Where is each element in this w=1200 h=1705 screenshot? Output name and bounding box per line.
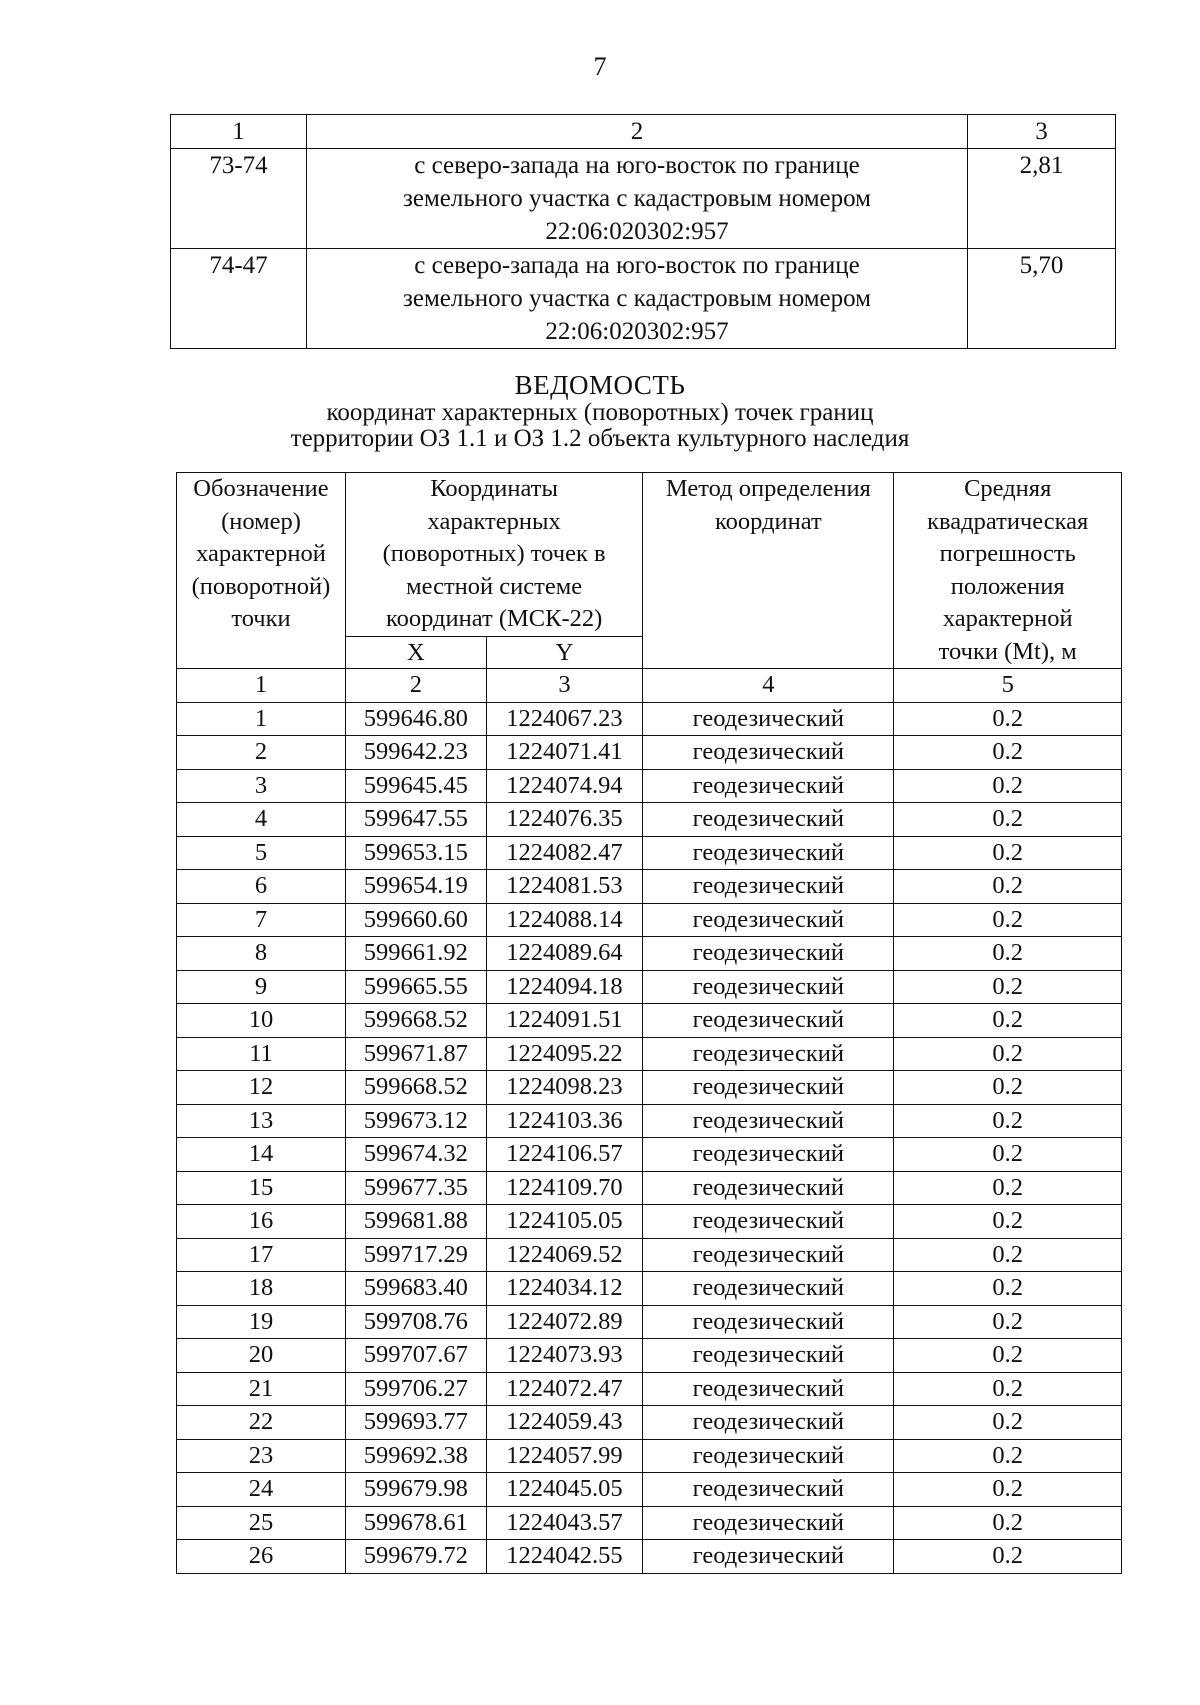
y-coordinate-cell: 1224081.53 [486, 870, 643, 904]
description-cell [307, 149, 968, 249]
point-number-cell: 18 [177, 1272, 346, 1306]
x-coordinate-cell: 599692.38 [345, 1439, 486, 1473]
description-line: с северо-запада на юго-восток по границе [414, 152, 860, 179]
header-method [643, 473, 894, 669]
y-coordinate-cell: 1224095.22 [486, 1037, 643, 1071]
point-number-cell: 25 [177, 1506, 346, 1540]
point-number-cell: 15 [177, 1171, 346, 1205]
header-y: Y [486, 636, 643, 668]
y-coordinate-cell: 1224074.94 [486, 769, 643, 803]
point-number-cell: 6 [177, 870, 346, 904]
error-cell: 0.2 [894, 1372, 1122, 1406]
y-coordinate-cell: 1224042.55 [486, 1540, 643, 1574]
x-coordinate-cell: 599654.19 [345, 870, 486, 904]
header-line: точки [231, 605, 291, 632]
statement-title-block [0, 370, 1200, 452]
error-cell: 0.2 [894, 1205, 1122, 1239]
y-coordinate-cell: 1224076.35 [486, 803, 643, 837]
method-cell: геодезический [643, 803, 894, 837]
point-number-cell: 11 [177, 1037, 346, 1071]
y-coordinate-cell: 1224103.36 [486, 1104, 643, 1138]
boundary-table-row [171, 249, 1116, 349]
header-x: X [345, 636, 486, 668]
boundary-table-row [171, 149, 1116, 249]
error-cell: 0.2 [894, 1104, 1122, 1138]
header-error [894, 473, 1122, 669]
point-number-cell: 24 [177, 1473, 346, 1507]
error-cell: 0.2 [894, 1473, 1122, 1507]
table-row [177, 870, 1122, 904]
x-coordinate-cell: 599660.60 [345, 903, 486, 937]
y-coordinate-cell: 1224089.64 [486, 937, 643, 971]
method-cell: геодезический [643, 1506, 894, 1540]
y-coordinate-cell: 1224094.18 [486, 970, 643, 1004]
table-row [177, 1205, 1122, 1239]
x-coordinate-cell: 599661.92 [345, 937, 486, 971]
header-line: положения [950, 572, 1065, 600]
error-cell: 0.2 [894, 1138, 1122, 1172]
point-number-cell: 12 [177, 1071, 346, 1105]
y-coordinate-cell: 1224073.93 [486, 1339, 643, 1373]
error-cell: 0.2 [894, 1439, 1122, 1473]
column-numbers-row [177, 669, 1122, 703]
x-coordinate-cell: 599706.27 [345, 1372, 486, 1406]
method-cell: геодезический [643, 1305, 894, 1339]
table-row [177, 1473, 1122, 1507]
error-cell: 0.2 [894, 1406, 1122, 1440]
column-number-cell: 1 [171, 115, 307, 149]
boundary-table [170, 114, 1116, 349]
header-line: координат [714, 507, 822, 535]
method-cell: геодезический [643, 1037, 894, 1071]
column-number-cell: 2 [307, 115, 968, 149]
error-cell: 0.2 [894, 1071, 1122, 1105]
table-row [177, 1272, 1122, 1306]
point-number-cell: 13 [177, 1104, 346, 1138]
method-cell: геодезический [643, 1205, 894, 1239]
table-row [177, 970, 1122, 1004]
header-line: характерной [196, 540, 326, 567]
method-cell: геодезический [643, 1473, 894, 1507]
error-cell: 0.2 [894, 937, 1122, 971]
point-number-cell: 14 [177, 1138, 346, 1172]
length-cell: 2,81 [968, 149, 1116, 249]
point-number-cell: 1 [177, 702, 346, 736]
error-cell: 0.2 [894, 903, 1122, 937]
y-coordinate-cell: 1224067.23 [486, 702, 643, 736]
x-coordinate-cell: 599653.15 [345, 836, 486, 870]
method-cell: геодезический [643, 1004, 894, 1038]
x-coordinate-cell: 599679.72 [345, 1540, 486, 1574]
x-coordinate-cell: 599668.52 [345, 1071, 486, 1105]
method-cell: геодезический [643, 970, 894, 1004]
page-number: 7 [593, 52, 607, 81]
column-number-cell: 2 [345, 669, 486, 703]
description-line: земельного участка с кадастровым номером [402, 285, 872, 312]
x-coordinate-cell: 599673.12 [345, 1104, 486, 1138]
table-row [177, 937, 1122, 971]
header-coordinates [345, 473, 642, 637]
header-line: местной системе [406, 572, 583, 600]
table-row [177, 1372, 1122, 1406]
method-cell: геодезический [643, 1406, 894, 1440]
table-row [177, 903, 1122, 937]
x-coordinate-cell: 599681.88 [345, 1205, 486, 1239]
point-number-cell: 5 [177, 836, 346, 870]
point-number-cell: 22 [177, 1406, 346, 1440]
point-number-cell: 10 [177, 1004, 346, 1038]
header-line: Метод определения [665, 475, 871, 502]
y-coordinate-cell: 1224072.89 [486, 1305, 643, 1339]
table-row [177, 1305, 1122, 1339]
method-cell: геодезический [643, 1540, 894, 1574]
method-cell: геодезический [643, 836, 894, 870]
method-cell: геодезический [643, 769, 894, 803]
x-coordinate-cell: 599679.98 [345, 1473, 486, 1507]
point-number-cell: 21 [177, 1372, 346, 1406]
y-coordinate-cell: 1224109.70 [486, 1171, 643, 1205]
table-row [177, 1171, 1122, 1205]
x-coordinate-cell: 599671.87 [345, 1037, 486, 1071]
table-row [177, 1506, 1122, 1540]
method-cell: геодезический [643, 903, 894, 937]
point-number-cell: 2 [177, 736, 346, 770]
table-row [177, 1104, 1122, 1138]
x-coordinate-cell: 599683.40 [345, 1272, 486, 1306]
header-line: квадратическая [927, 507, 1089, 535]
header-line: координат (МСК-22) [385, 605, 603, 632]
header-line: точки (Mt), м [938, 637, 1077, 665]
x-coordinate-cell: 599717.29 [345, 1238, 486, 1272]
coordinates-table [176, 472, 1122, 1574]
header-line: погрешность [939, 540, 1076, 567]
point-number-cell: 9 [177, 970, 346, 1004]
header-line: Координаты [430, 475, 558, 502]
description-line: 22:06:020302:957 [545, 218, 729, 245]
length-cell: 5,70 [968, 249, 1116, 349]
point-number-cell: 19 [177, 1305, 346, 1339]
error-cell: 0.2 [894, 769, 1122, 803]
header-line: (номер) [221, 507, 301, 535]
column-number-cell: 3 [968, 115, 1116, 149]
y-coordinate-cell: 1224082.47 [486, 836, 643, 870]
table-row [177, 1540, 1122, 1574]
table-row [177, 1071, 1122, 1105]
method-cell: геодезический [643, 736, 894, 770]
y-coordinate-cell: 1224105.05 [486, 1205, 643, 1239]
x-coordinate-cell: 599677.35 [345, 1171, 486, 1205]
x-coordinate-cell: 599668.52 [345, 1004, 486, 1038]
method-cell: геодезический [643, 1171, 894, 1205]
error-cell: 0.2 [894, 803, 1122, 837]
error-cell: 0.2 [894, 702, 1122, 736]
y-coordinate-cell: 1224059.43 [486, 1406, 643, 1440]
error-cell: 0.2 [894, 1339, 1122, 1373]
x-coordinate-cell: 599645.45 [345, 769, 486, 803]
x-coordinate-cell: 599674.32 [345, 1138, 486, 1172]
method-cell: геодезический [643, 870, 894, 904]
y-coordinate-cell: 1224045.05 [486, 1473, 643, 1507]
table-row [177, 769, 1122, 803]
error-cell: 0.2 [894, 1272, 1122, 1306]
column-number-cell: 4 [643, 669, 894, 703]
error-cell: 0.2 [894, 1004, 1122, 1038]
statement-subtitle-line: территории ОЗ 1.1 и ОЗ 1.2 объекта культурного наследия [290, 425, 910, 452]
table-row [177, 1339, 1122, 1373]
header-line: Средняя [964, 475, 1052, 502]
x-coordinate-cell: 599647.55 [345, 803, 486, 837]
table-row [177, 702, 1122, 736]
point-number-cell: 3 [177, 769, 346, 803]
x-coordinate-cell: 599678.61 [345, 1506, 486, 1540]
x-coordinate-cell: 599642.23 [345, 736, 486, 770]
boundary-table-header [171, 115, 1116, 149]
method-cell: геодезический [643, 1238, 894, 1272]
table-row [177, 736, 1122, 770]
table-row [177, 1439, 1122, 1473]
error-cell: 0.2 [894, 736, 1122, 770]
y-coordinate-cell: 1224057.99 [486, 1439, 643, 1473]
description-line: земельного участка с кадастровым номером [402, 185, 872, 212]
point-number-cell: 26 [177, 1540, 346, 1574]
table-row [177, 1037, 1122, 1071]
description-cell [307, 249, 968, 349]
method-cell: геодезический [643, 937, 894, 971]
error-cell: 0.2 [894, 836, 1122, 870]
point-number-cell: 8 [177, 937, 346, 971]
point-number-cell: 16 [177, 1205, 346, 1239]
point-number-cell: 20 [177, 1339, 346, 1373]
error-cell: 0.2 [894, 1540, 1122, 1574]
statement-subtitle-line: координат характерных (поворотных) точек границ [326, 399, 874, 426]
method-cell: геодезический [643, 1339, 894, 1373]
y-coordinate-cell: 1224098.23 [486, 1071, 643, 1105]
y-coordinate-cell: 1224072.47 [486, 1372, 643, 1406]
error-cell: 0.2 [894, 1305, 1122, 1339]
y-coordinate-cell: 1224071.41 [486, 736, 643, 770]
header-line: характерной [942, 605, 1073, 632]
error-cell: 0.2 [894, 970, 1122, 1004]
point-number-cell: 23 [177, 1439, 346, 1473]
header-designation [177, 473, 346, 669]
table-row [177, 1238, 1122, 1272]
error-cell: 0.2 [894, 1171, 1122, 1205]
point-number-cell: 7 [177, 903, 346, 937]
method-cell: геодезический [643, 1372, 894, 1406]
table-row [177, 1004, 1122, 1038]
description-line: с северо-запада на юго-восток по границе [414, 252, 860, 279]
header-line: Обозначение [193, 475, 329, 502]
y-coordinate-cell: 1224088.14 [486, 903, 643, 937]
segment-cell: 74-47 [171, 249, 307, 349]
header-line: характерных [427, 507, 561, 535]
table-row [177, 803, 1122, 837]
y-coordinate-cell: 1224091.51 [486, 1004, 643, 1038]
table-row [177, 1406, 1122, 1440]
column-number-cell: 3 [486, 669, 643, 703]
y-coordinate-cell: 1224106.57 [486, 1138, 643, 1172]
method-cell: геодезический [643, 1439, 894, 1473]
y-coordinate-cell: 1224069.52 [486, 1238, 643, 1272]
segment-cell: 73-74 [171, 149, 307, 249]
error-cell: 0.2 [894, 1506, 1122, 1540]
method-cell: геодезический [643, 1272, 894, 1306]
method-cell: геодезический [643, 1104, 894, 1138]
description-line: 22:06:020302:957 [545, 318, 729, 345]
x-coordinate-cell: 599646.80 [345, 702, 486, 736]
statement-title: ВЕДОМОСТЬ [514, 370, 686, 400]
error-cell: 0.2 [894, 1037, 1122, 1071]
y-coordinate-cell: 1224034.12 [486, 1272, 643, 1306]
x-coordinate-cell: 599708.76 [345, 1305, 486, 1339]
table-row [177, 836, 1122, 870]
error-cell: 0.2 [894, 1238, 1122, 1272]
x-coordinate-cell: 599693.77 [345, 1406, 486, 1440]
point-number-cell: 4 [177, 803, 346, 837]
method-cell: геодезический [643, 702, 894, 736]
error-cell: 0.2 [894, 870, 1122, 904]
column-number-cell: 1 [177, 669, 346, 703]
method-cell: геодезический [643, 1071, 894, 1105]
x-coordinate-cell: 599707.67 [345, 1339, 486, 1373]
y-coordinate-cell: 1224043.57 [486, 1506, 643, 1540]
header-line: (поворотных) точек в [382, 540, 606, 567]
method-cell: геодезический [643, 1138, 894, 1172]
column-number-cell: 5 [894, 669, 1122, 703]
x-coordinate-cell: 599665.55 [345, 970, 486, 1004]
table-row [177, 1138, 1122, 1172]
point-number-cell: 17 [177, 1238, 346, 1272]
header-line: (поворотной) [191, 572, 331, 600]
